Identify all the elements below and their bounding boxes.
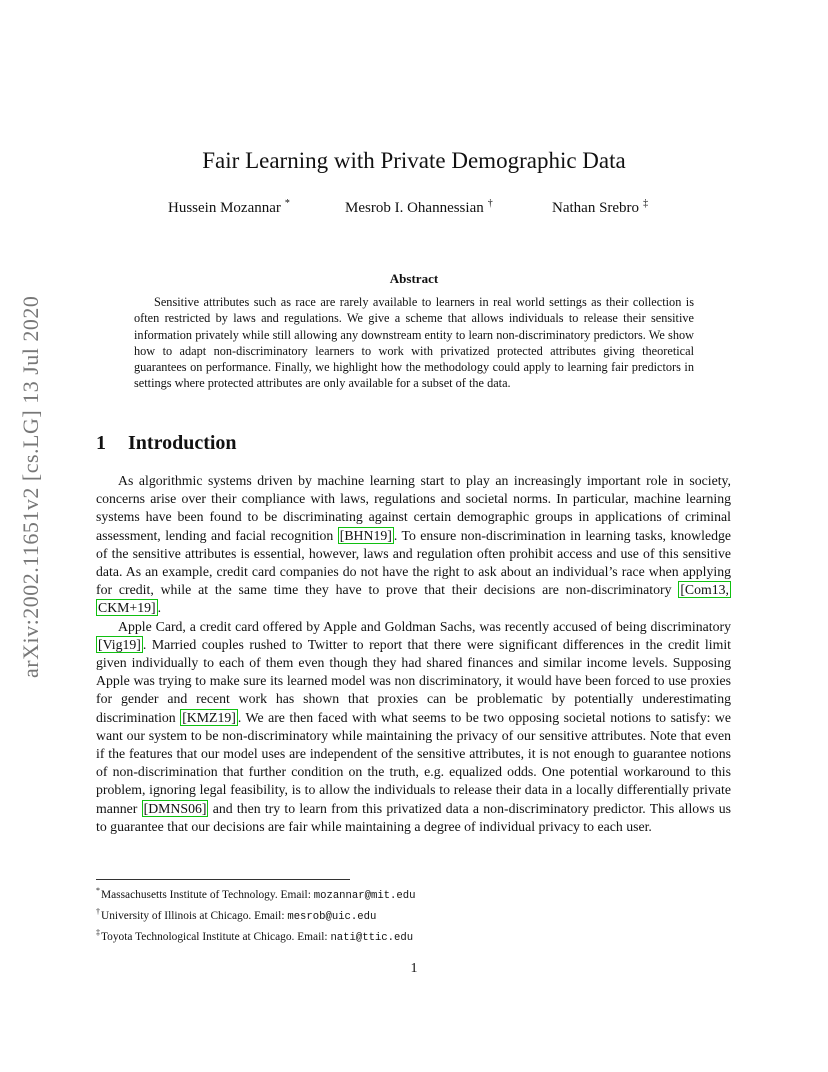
arxiv-identifier: arXiv:2002.11651v2 [cs.LG] 13 Jul 2020 <box>18 295 43 678</box>
email-link[interactable]: mesrob@uic.edu <box>287 911 377 923</box>
author-mark: ‡ <box>643 198 649 209</box>
page-number: 1 <box>410 961 418 976</box>
author-3 <box>552 198 648 217</box>
email-link[interactable]: mozannar@mit.edu <box>313 889 416 902</box>
section-heading <box>96 432 237 455</box>
footnote <box>96 904 415 925</box>
paragraph <box>96 618 731 836</box>
footnote-text: Toyota Technological Institute at Chicago. Email: <box>101 931 331 944</box>
author-1 <box>168 198 290 217</box>
text-run: Apple Card, a credit card offered by Apple and Goldman Sachs, was recently accused of being discriminatory <box>118 618 731 634</box>
citation-link[interactable]: [Com13, <box>680 582 729 598</box>
author-name: Mesrob I. Ohannessian <box>345 200 484 216</box>
author-list <box>0 198 828 222</box>
citation-link[interactable]: [DMNS06] <box>143 800 207 816</box>
author-name: Hussein Mozannar <box>168 200 281 216</box>
author-2 <box>345 198 493 217</box>
email-link[interactable]: nati@ttic.edu <box>330 932 414 945</box>
footnote <box>96 925 415 946</box>
footnote-mark: * <box>96 886 100 895</box>
footnote-mark: † <box>96 907 100 917</box>
abstract-text: Sensitive attributes such as race are rarely available to learners in real world settings as their collection is often restricted by laws and regulations. We give a scheme that allows individuals to release their sensitive information privately while still allowing any downstream entity to learn non-discriminatory predictors. We show how to adapt non-discriminatory learners to work with privatized protected attributes giving theoretical guarantees on performance. Finally, we highlight how the methodology could apply to learning fair predictors in settings where protected attributes are only available for a subset of the data. <box>134 295 694 391</box>
author-mark: * <box>284 198 290 209</box>
citation-link[interactable]: [BHN19] <box>339 527 392 543</box>
footnote-mark: ‡ <box>96 928 100 938</box>
text-run: . <box>157 600 162 616</box>
section-number: 1 <box>96 432 106 454</box>
text-run: As algorithmic systems driven by machine learning start to play an increasingly important role in society, concerns arise over their compliance with laws, regulations and societal norms. In particular, machine learning systems have been found to be discriminating against certain demographic groups in applications of criminal assessment, lending and facial recognition <box>96 473 731 543</box>
section-title: Introduction <box>128 432 237 454</box>
footnote <box>96 883 415 904</box>
text-run: . We are then faced with what seems to be two opposing societal notions to satisfy: we want our system to be non-discriminatory while maintaining the privacy of our sensitive attributes. Note that even if the features that our model uses are independent of the sensitive attributes, it is not enough to guarantee notions of non-discrimination that further condition on the truth, e.g. equalized odds. One potential workaround to this problem, ignoring legal feasibility, is to allow the individuals to release their data in a locally differentially private manner <box>96 709 732 816</box>
text-run: . Married couples rushed to Twitter to report that there were significant differences in the credit limit given individually to each of them even though they had shared finances and similar income levels. Supposing Apple was trying to make sure its learned model was non discriminatory, it would have been forced to use proxies for gender and recent work has shown that proxies can be problematic by potentially underestimating discrimination <box>96 636 731 725</box>
footnote-text: Massachusetts Institute of Technology. Email: <box>101 888 314 901</box>
footnote-rule <box>96 879 350 880</box>
body-text <box>96 472 731 836</box>
author-mark: † <box>487 198 493 209</box>
citation-link[interactable]: [Vig19] <box>98 636 141 652</box>
text-run: and then try to learn from this privatized data a non-discriminatory predictor. This allows us to guarantee that our decisions are fair while maintaining a degree of individual privacy to each user. <box>96 800 731 834</box>
citation-link[interactable]: CKM+19] <box>98 600 156 616</box>
paragraph <box>96 472 731 618</box>
abstract-heading: Abstract <box>389 271 439 286</box>
text-run: . To ensure non-discrimination in learning tasks, knowledge of the sensitive attributes is essential, however, laws and regulation often prohibit access and use of this sensitive data. As an example, credit card companies do not have the right to ask about an individual’s race when applying for credit, while at the same time they have to prove that their decisions are non-discriminatory <box>96 527 731 598</box>
footnotes <box>96 883 415 947</box>
paper-title: Fair Learning with Private Demographic Data <box>202 148 626 173</box>
citation-link[interactable]: [KMZ19] <box>182 709 236 725</box>
footnote-text: University of Illinois at Chicago. Email: <box>101 910 288 922</box>
author-name: Nathan Srebro <box>552 200 640 216</box>
